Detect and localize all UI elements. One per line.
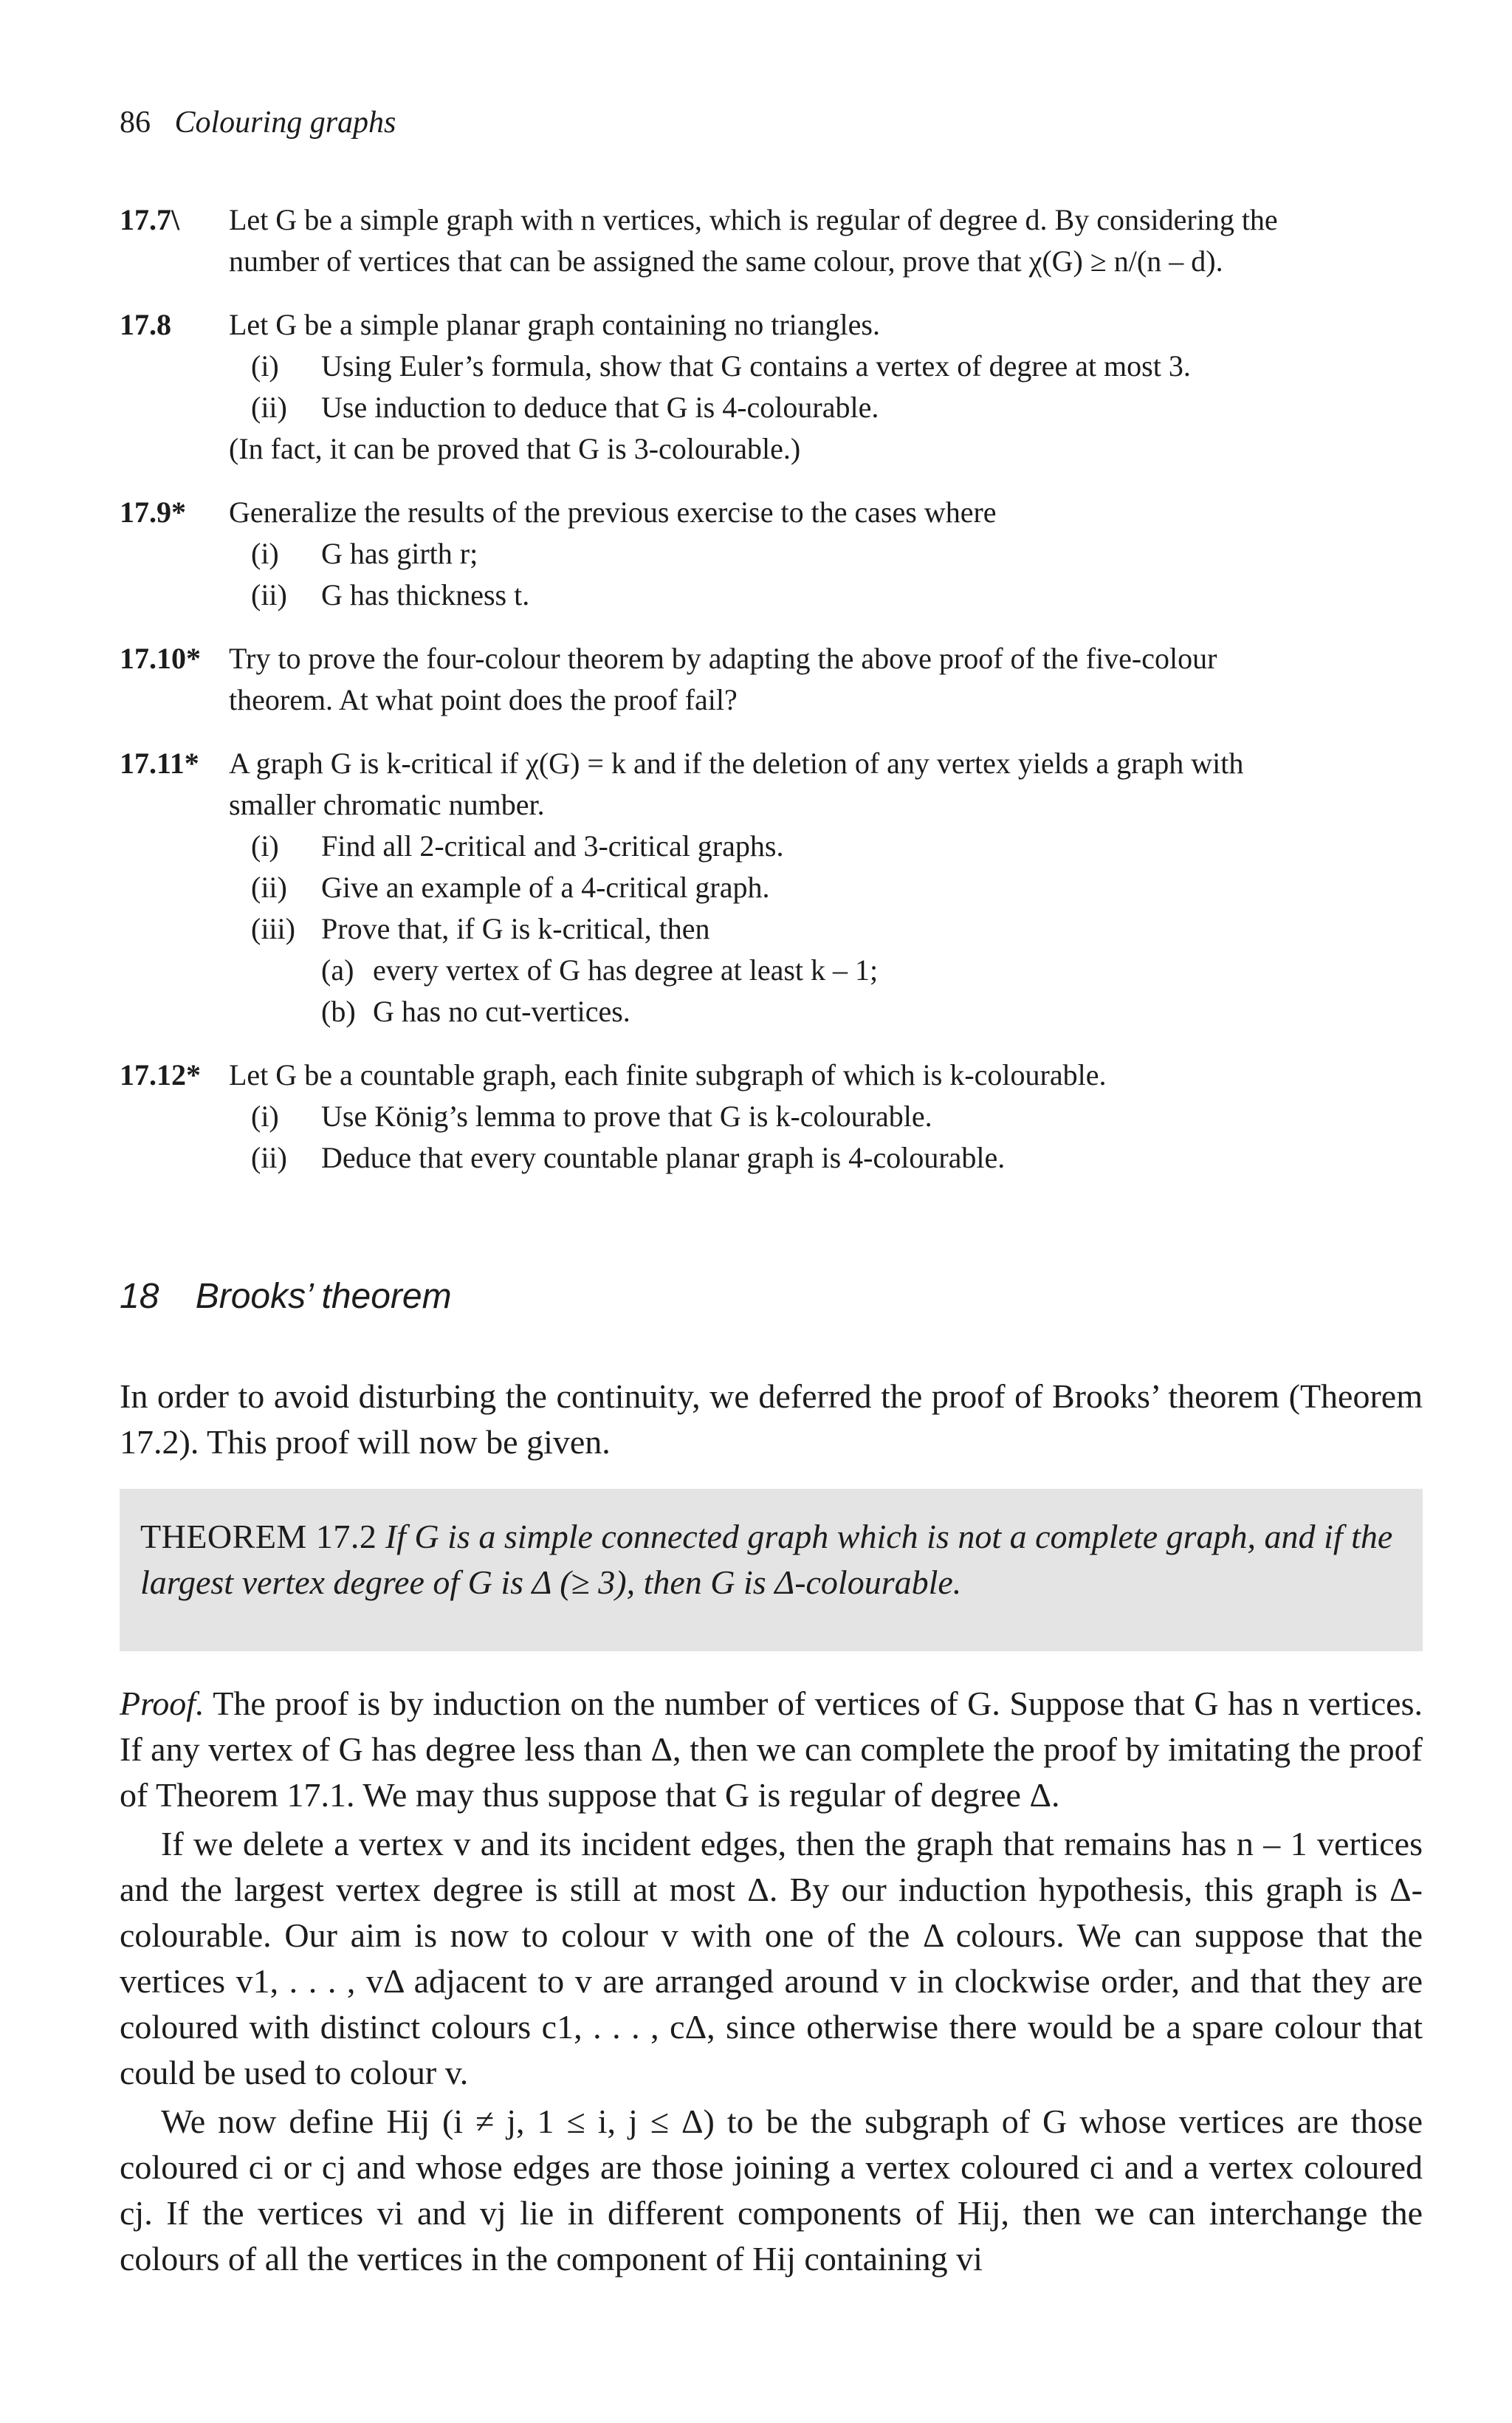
exercise-part-label: (ii) — [251, 578, 287, 611]
exercise-part-label: (ii) — [251, 871, 287, 904]
exercise-body — [229, 492, 1423, 616]
exercise-part — [229, 826, 1423, 867]
exercise-part-label: (i) — [251, 537, 279, 570]
exercise-body — [229, 638, 1423, 721]
exercise-part-label: (i) — [251, 1100, 279, 1133]
exercise-subpart — [229, 991, 1423, 1032]
exercise-text-line: number of vertices that can be assigned the same colour, prove that χ(G) ≥ n/(n – d). — [229, 244, 1223, 278]
proof-text — [120, 1681, 1423, 2285]
exercise-part-label: (i) — [251, 349, 279, 383]
exercise — [120, 199, 1423, 282]
exercise-number: 17.10* — [120, 642, 201, 675]
exercise-body — [229, 743, 1423, 1032]
exercise-subpart-label: (b) — [321, 995, 356, 1028]
exercise-part-text: Using Euler’s formula, show that G contains a vertex of degree at most 3. — [321, 349, 1191, 383]
exercise-part-text: G has girth r; — [321, 537, 478, 570]
exercise-text-line: Generalize the results of the previous exercise to the cases where — [229, 496, 997, 529]
exercise-part-label: (ii) — [251, 1141, 287, 1174]
exercise-number: 17.12* — [120, 1058, 201, 1091]
exercise-part-label: (i) — [251, 829, 279, 863]
exercise-part-label: (iii) — [251, 912, 295, 945]
intro-paragraph: In order to avoid disturbing the continuity, we deferred the proof of Brooks’ theorem (Theorem 17.2). This proof will now be given. — [120, 1377, 1423, 1461]
exercise-part — [229, 867, 1423, 908]
section-heading — [120, 1276, 452, 1317]
section-title: Brooks’ theorem — [195, 1277, 452, 1316]
exercise-text-line: Let G be a simple graph with n vertices, which is regular of degree d. By considering the — [229, 203, 1278, 236]
exercise-part-text: Prove that, if G is k-critical, then — [321, 912, 710, 945]
running-header — [120, 105, 396, 140]
exercise-number: 17.9* — [120, 496, 186, 529]
theorem-statement: If G is a simple connected graph which is not a complete graph, and if the largest vertex degree of G is Δ (≥ 3), then G is Δ-colourable. — [140, 1518, 1393, 1601]
theorem-box — [120, 1489, 1423, 1651]
exercise — [120, 492, 1423, 616]
proof-paragraph-1 — [120, 1681, 1423, 1818]
proof-paragraph-2: If we delete a vertex v and its incident edges, then the graph that remains has n – 1 vertices and the largest vertex degree is still at most Δ. By our induction hypothesis, this graph is Δ-colourable. Our aim is now to colour v with one of the Δ colours. We can suppose that the vertices v1, . . . , vΔ adjacent to v are arranged around v in clockwise order, and that they are coloured with distinct colours c1, . . . , cΔ, since otherwise there would be a spare colour that could be used to colour v. — [120, 1825, 1423, 2091]
exercise-text-line: theorem. At what point does the proof fail? — [229, 683, 738, 716]
exercise-part-text: Deduce that every countable planar graph is 4-colourable. — [321, 1141, 1006, 1174]
exercise-text-line: Let G be a simple planar graph containing no triangles. — [229, 308, 880, 341]
exercise-list — [120, 199, 1423, 1201]
exercise-part — [229, 575, 1423, 616]
exercise-body — [229, 1055, 1423, 1179]
exercise-text-line: smaller chromatic number. — [229, 788, 545, 821]
exercise-subpart — [229, 950, 1423, 991]
exercise-number: 17.11* — [120, 747, 199, 780]
exercise-part — [229, 1096, 1423, 1137]
exercise-body — [229, 199, 1423, 282]
exercise-subpart-label: (a) — [321, 953, 354, 987]
exercise-part — [229, 346, 1423, 387]
running-title: Colouring graphs — [174, 106, 396, 140]
exercise-part — [229, 533, 1423, 575]
exercise — [120, 304, 1423, 470]
exercise-part-label: (ii) — [251, 391, 287, 424]
exercise-body — [229, 304, 1423, 470]
proof-label: Proof. — [120, 1685, 205, 1722]
exercise-part — [229, 908, 1423, 950]
exercise-note: (In fact, it can be proved that G is 3-colourable.) — [229, 432, 801, 465]
exercise — [120, 743, 1423, 1032]
proof-paragraph-1-text: The proof is by induction on the number of vertices of G. Suppose that G has n vertices. If any vertex of G has degree less than Δ, then we can complete the proof by imitating the proof of Theorem 17.1. We may thus suppose that G is regular of degree Δ. — [120, 1685, 1423, 1814]
exercise-part-text: Give an example of a 4-critical graph. — [321, 871, 770, 904]
exercise-part — [229, 1137, 1423, 1179]
exercise-number: 17.8 — [120, 308, 171, 341]
exercise-subpart-text: G has no cut-vertices. — [373, 995, 630, 1028]
page-number: 86 — [120, 106, 151, 140]
proof-paragraph-3: We now define Hij (i ≠ j, 1 ≤ i, j ≤ Δ) to be the subgraph of G whose vertices are those coloured ci or cj and whose edges are those joining a vertex coloured ci and a vertex coloured cj. If the vertices vi and vj lie in different components of Hij, then we can interchange the colours of all the vertices in the component of Hij containing vi — [120, 2102, 1423, 2278]
exercise-part-text: Use König’s lemma to prove that G is k-colourable. — [321, 1100, 932, 1133]
exercise-number: 17.7\ — [120, 203, 180, 236]
exercise-text-line: Try to prove the four-colour theorem by adapting the above proof of the five-colour — [229, 642, 1217, 675]
exercise-part — [229, 387, 1423, 428]
exercise-part-text: Use induction to deduce that G is 4-colourable. — [321, 391, 879, 424]
theorem-label: THEOREM 17.2 — [140, 1518, 377, 1555]
exercise-part-text: G has thickness t. — [321, 578, 530, 611]
section-number: 18 — [120, 1277, 159, 1316]
exercise-subpart-text: every vertex of G has degree at least k – 1; — [373, 953, 879, 987]
exercise — [120, 1055, 1423, 1179]
exercise — [120, 638, 1423, 721]
exercise-text-line: A graph G is k-critical if χ(G) = k and if the deletion of any vertex yields a graph with — [229, 747, 1244, 780]
exercise-part-text: Find all 2-critical and 3-critical graphs. — [321, 829, 784, 863]
exercise-text-line: Let G be a countable graph, each finite subgraph of which is k-colourable. — [229, 1058, 1107, 1091]
